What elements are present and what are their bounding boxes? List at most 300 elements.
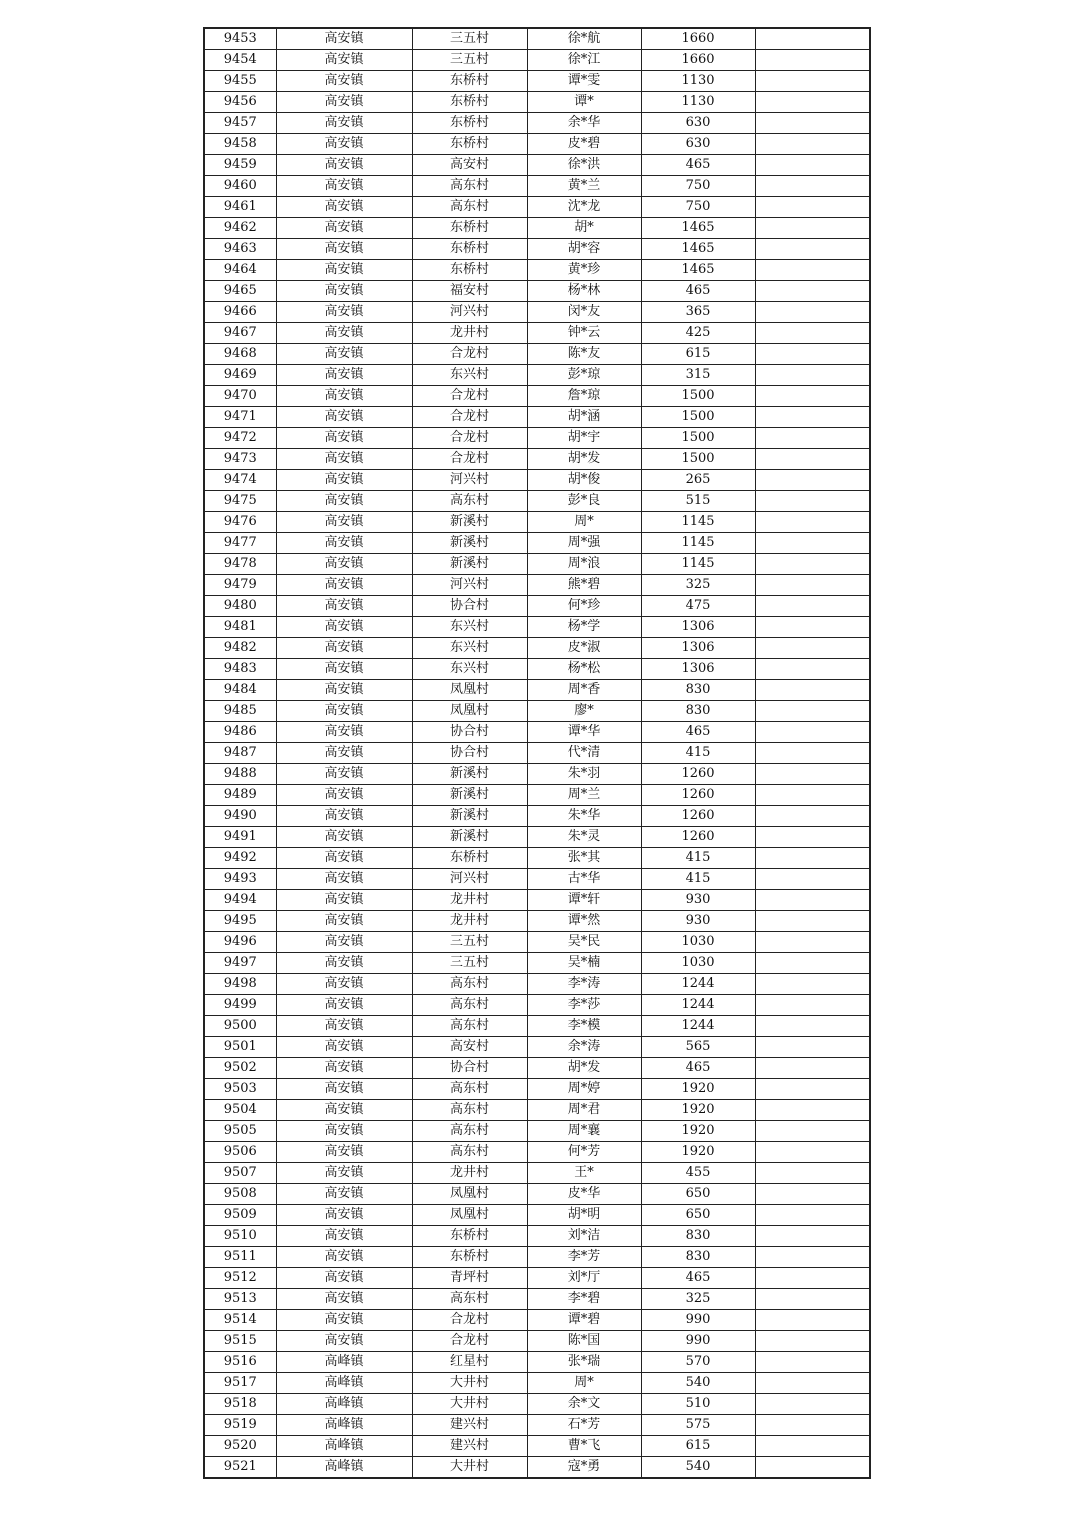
name-cell: 胡*涵 <box>527 407 641 428</box>
name-cell: 李*模 <box>527 1016 641 1037</box>
village-cell: 凤凰村 <box>412 1184 527 1205</box>
row-number-cell: 9499 <box>204 995 276 1016</box>
village-cell: 合龙村 <box>412 1310 527 1331</box>
note-cell <box>755 554 870 575</box>
table-row <box>204 743 870 764</box>
note-cell <box>755 1100 870 1121</box>
town-cell: 高安镇 <box>276 1037 412 1058</box>
name-cell: 余*涛 <box>527 1037 641 1058</box>
village-cell: 三五村 <box>412 932 527 953</box>
village-cell: 大井村 <box>412 1373 527 1394</box>
table-row <box>204 869 870 890</box>
amount-cell: 615 <box>641 344 755 365</box>
table-row <box>204 1247 870 1268</box>
name-cell: 王* <box>527 1163 641 1184</box>
name-cell: 周*襄 <box>527 1121 641 1142</box>
note-cell <box>755 197 870 218</box>
table-row <box>204 1289 870 1310</box>
row-number-cell: 9505 <box>204 1121 276 1142</box>
row-number-cell: 9490 <box>204 806 276 827</box>
row-number-cell: 9501 <box>204 1037 276 1058</box>
row-number-cell: 9475 <box>204 491 276 512</box>
name-cell: 黄*兰 <box>527 176 641 197</box>
town-cell: 高安镇 <box>276 1100 412 1121</box>
amount-cell: 1660 <box>641 50 755 71</box>
amount-cell: 750 <box>641 197 755 218</box>
name-cell: 朱*华 <box>527 806 641 827</box>
town-cell: 高安镇 <box>276 1226 412 1247</box>
note-cell <box>755 911 870 932</box>
note-cell <box>755 239 870 260</box>
note-cell <box>755 806 870 827</box>
amount-cell: 1260 <box>641 764 755 785</box>
row-number-cell: 9498 <box>204 974 276 995</box>
town-cell: 高安镇 <box>276 995 412 1016</box>
town-cell: 高安镇 <box>276 449 412 470</box>
village-cell: 建兴村 <box>412 1436 527 1457</box>
amount-cell: 1465 <box>641 239 755 260</box>
row-number-cell: 9476 <box>204 512 276 533</box>
amount-cell: 1260 <box>641 785 755 806</box>
note-cell <box>755 260 870 281</box>
name-cell: 杨*林 <box>527 281 641 302</box>
name-cell: 代*清 <box>527 743 641 764</box>
note-cell <box>755 617 870 638</box>
note-cell <box>755 512 870 533</box>
village-cell: 东桥村 <box>412 218 527 239</box>
name-cell: 胡*容 <box>527 239 641 260</box>
amount-cell: 1030 <box>641 932 755 953</box>
table-row <box>204 302 870 323</box>
village-cell: 高东村 <box>412 1289 527 1310</box>
amount-cell: 475 <box>641 596 755 617</box>
row-number-cell: 9455 <box>204 71 276 92</box>
name-cell: 皮*华 <box>527 1184 641 1205</box>
table-row <box>204 491 870 512</box>
note-cell <box>755 113 870 134</box>
amount-cell: 465 <box>641 155 755 176</box>
table-row <box>204 1058 870 1079</box>
row-number-cell: 9511 <box>204 1247 276 1268</box>
amount-cell: 1306 <box>641 638 755 659</box>
table-row <box>204 449 870 470</box>
village-cell: 凤凰村 <box>412 680 527 701</box>
table-row <box>204 890 870 911</box>
data-table <box>203 27 871 1479</box>
amount-cell: 325 <box>641 1289 755 1310</box>
village-cell: 龙井村 <box>412 323 527 344</box>
table-row <box>204 932 870 953</box>
note-cell <box>755 659 870 680</box>
table-row <box>204 155 870 176</box>
row-number-cell: 9453 <box>204 28 276 50</box>
table-row <box>204 1163 870 1184</box>
name-cell: 胡*发 <box>527 449 641 470</box>
table-row <box>204 28 870 50</box>
row-number-cell: 9485 <box>204 701 276 722</box>
table-row <box>204 386 870 407</box>
amount-cell: 1500 <box>641 449 755 470</box>
row-number-cell: 9456 <box>204 92 276 113</box>
town-cell: 高峰镇 <box>276 1457 412 1479</box>
note-cell <box>755 1331 870 1352</box>
note-cell <box>755 344 870 365</box>
row-number-cell: 9484 <box>204 680 276 701</box>
village-cell: 高东村 <box>412 974 527 995</box>
table-row <box>204 680 870 701</box>
table-row <box>204 1436 870 1457</box>
town-cell: 高安镇 <box>276 1163 412 1184</box>
row-number-cell: 9486 <box>204 722 276 743</box>
town-cell: 高安镇 <box>276 50 412 71</box>
row-number-cell: 9517 <box>204 1373 276 1394</box>
amount-cell: 1920 <box>641 1079 755 1100</box>
name-cell: 徐*洪 <box>527 155 641 176</box>
town-cell: 高安镇 <box>276 344 412 365</box>
village-cell: 合龙村 <box>412 344 527 365</box>
name-cell: 刘*厅 <box>527 1268 641 1289</box>
row-number-cell: 9474 <box>204 470 276 491</box>
note-cell <box>755 890 870 911</box>
village-cell: 高东村 <box>412 1100 527 1121</box>
table-row <box>204 1226 870 1247</box>
row-number-cell: 9488 <box>204 764 276 785</box>
note-cell <box>755 449 870 470</box>
amount-cell: 650 <box>641 1184 755 1205</box>
town-cell: 高峰镇 <box>276 1415 412 1436</box>
row-number-cell: 9478 <box>204 554 276 575</box>
table-row <box>204 554 870 575</box>
name-cell: 胡*明 <box>527 1205 641 1226</box>
row-number-cell: 9458 <box>204 134 276 155</box>
note-cell <box>755 638 870 659</box>
amount-cell: 615 <box>641 1436 755 1457</box>
town-cell: 高安镇 <box>276 155 412 176</box>
row-number-cell: 9521 <box>204 1457 276 1479</box>
village-cell: 河兴村 <box>412 869 527 890</box>
row-number-cell: 9496 <box>204 932 276 953</box>
note-cell <box>755 50 870 71</box>
village-cell: 新溪村 <box>412 512 527 533</box>
note-cell <box>755 281 870 302</box>
name-cell: 杨*松 <box>527 659 641 680</box>
amount-cell: 415 <box>641 743 755 764</box>
town-cell: 高峰镇 <box>276 1436 412 1457</box>
table-row <box>204 260 870 281</box>
row-number-cell: 9516 <box>204 1352 276 1373</box>
village-cell: 新溪村 <box>412 764 527 785</box>
village-cell: 东桥村 <box>412 134 527 155</box>
table-row <box>204 974 870 995</box>
name-cell: 杨*学 <box>527 617 641 638</box>
table-row <box>204 176 870 197</box>
amount-cell: 630 <box>641 134 755 155</box>
table-row <box>204 1205 870 1226</box>
village-cell: 合龙村 <box>412 407 527 428</box>
row-number-cell: 9480 <box>204 596 276 617</box>
row-number-cell: 9493 <box>204 869 276 890</box>
village-cell: 东桥村 <box>412 113 527 134</box>
amount-cell: 570 <box>641 1352 755 1373</box>
town-cell: 高安镇 <box>276 260 412 281</box>
row-number-cell: 9467 <box>204 323 276 344</box>
town-cell: 高安镇 <box>276 533 412 554</box>
village-cell: 东桥村 <box>412 260 527 281</box>
table-row <box>204 638 870 659</box>
note-cell <box>755 1457 870 1479</box>
town-cell: 高安镇 <box>276 785 412 806</box>
name-cell: 黄*珍 <box>527 260 641 281</box>
village-cell: 东兴村 <box>412 365 527 386</box>
name-cell: 皮*碧 <box>527 134 641 155</box>
village-cell: 东兴村 <box>412 617 527 638</box>
village-cell: 河兴村 <box>412 302 527 323</box>
name-cell: 谭*雯 <box>527 71 641 92</box>
amount-cell: 1920 <box>641 1100 755 1121</box>
row-number-cell: 9465 <box>204 281 276 302</box>
note-cell <box>755 1394 870 1415</box>
table-row <box>204 764 870 785</box>
table-row <box>204 1268 870 1289</box>
name-cell: 李*芳 <box>527 1247 641 1268</box>
name-cell: 周*婷 <box>527 1079 641 1100</box>
name-cell: 李*涛 <box>527 974 641 995</box>
village-cell: 高安村 <box>412 1037 527 1058</box>
note-cell <box>755 1352 870 1373</box>
name-cell: 张*瑞 <box>527 1352 641 1373</box>
name-cell: 谭*华 <box>527 722 641 743</box>
table-row <box>204 239 870 260</box>
note-cell <box>755 1310 870 1331</box>
village-cell: 东桥村 <box>412 1226 527 1247</box>
village-cell: 协合村 <box>412 1058 527 1079</box>
amount-cell: 930 <box>641 911 755 932</box>
town-cell: 高安镇 <box>276 470 412 491</box>
name-cell: 皮*淑 <box>527 638 641 659</box>
table-row <box>204 1457 870 1479</box>
row-number-cell: 9454 <box>204 50 276 71</box>
amount-cell: 1244 <box>641 974 755 995</box>
amount-cell: 415 <box>641 848 755 869</box>
town-cell: 高安镇 <box>276 302 412 323</box>
row-number-cell: 9471 <box>204 407 276 428</box>
table-row <box>204 806 870 827</box>
name-cell: 徐*江 <box>527 50 641 71</box>
table-row <box>204 1331 870 1352</box>
town-cell: 高安镇 <box>276 764 412 785</box>
amount-cell: 1130 <box>641 71 755 92</box>
name-cell: 朱*羽 <box>527 764 641 785</box>
note-cell <box>755 827 870 848</box>
table-row <box>204 1373 870 1394</box>
village-cell: 龙井村 <box>412 911 527 932</box>
town-cell: 高安镇 <box>276 428 412 449</box>
town-cell: 高安镇 <box>276 848 412 869</box>
name-cell: 周* <box>527 512 641 533</box>
row-number-cell: 9503 <box>204 1079 276 1100</box>
town-cell: 高安镇 <box>276 407 412 428</box>
note-cell <box>755 155 870 176</box>
note-cell <box>755 28 870 50</box>
table-row <box>204 470 870 491</box>
name-cell: 陈*国 <box>527 1331 641 1352</box>
village-cell: 协合村 <box>412 722 527 743</box>
town-cell: 高安镇 <box>276 1121 412 1142</box>
table-row <box>204 323 870 344</box>
amount-cell: 930 <box>641 890 755 911</box>
amount-cell: 575 <box>641 1415 755 1436</box>
name-cell: 李*莎 <box>527 995 641 1016</box>
name-cell: 吴*民 <box>527 932 641 953</box>
amount-cell: 1306 <box>641 617 755 638</box>
village-cell: 东桥村 <box>412 71 527 92</box>
amount-cell: 565 <box>641 1037 755 1058</box>
town-cell: 高安镇 <box>276 365 412 386</box>
note-cell <box>755 92 870 113</box>
name-cell: 吴*楠 <box>527 953 641 974</box>
town-cell: 高安镇 <box>276 554 412 575</box>
town-cell: 高安镇 <box>276 281 412 302</box>
name-cell: 谭*然 <box>527 911 641 932</box>
note-cell <box>755 1289 870 1310</box>
amount-cell: 1500 <box>641 386 755 407</box>
amount-cell: 1306 <box>641 659 755 680</box>
village-cell: 新溪村 <box>412 554 527 575</box>
amount-cell: 1920 <box>641 1121 755 1142</box>
town-cell: 高安镇 <box>276 1310 412 1331</box>
row-number-cell: 9492 <box>204 848 276 869</box>
table-row <box>204 1079 870 1100</box>
village-cell: 东桥村 <box>412 1247 527 1268</box>
row-number-cell: 9462 <box>204 218 276 239</box>
amount-cell: 1244 <box>641 1016 755 1037</box>
note-cell <box>755 428 870 449</box>
note-cell <box>755 1373 870 1394</box>
table-row <box>204 575 870 596</box>
town-cell: 高峰镇 <box>276 1352 412 1373</box>
village-cell: 三五村 <box>412 50 527 71</box>
name-cell: 廖* <box>527 701 641 722</box>
village-cell: 三五村 <box>412 28 527 50</box>
name-cell: 刘*洁 <box>527 1226 641 1247</box>
row-number-cell: 9469 <box>204 365 276 386</box>
note-cell <box>755 323 870 344</box>
table-body <box>204 28 870 1478</box>
row-number-cell: 9515 <box>204 1331 276 1352</box>
row-number-cell: 9502 <box>204 1058 276 1079</box>
note-cell <box>755 869 870 890</box>
amount-cell: 455 <box>641 1163 755 1184</box>
town-cell: 高安镇 <box>276 218 412 239</box>
village-cell: 凤凰村 <box>412 1205 527 1226</box>
table-row <box>204 1394 870 1415</box>
village-cell: 东桥村 <box>412 848 527 869</box>
row-number-cell: 9512 <box>204 1268 276 1289</box>
row-number-cell: 9473 <box>204 449 276 470</box>
name-cell: 徐*航 <box>527 28 641 50</box>
name-cell: 胡*宇 <box>527 428 641 449</box>
village-cell: 高东村 <box>412 1121 527 1142</box>
name-cell: 何*珍 <box>527 596 641 617</box>
name-cell: 石*芳 <box>527 1415 641 1436</box>
row-number-cell: 9518 <box>204 1394 276 1415</box>
row-number-cell: 9463 <box>204 239 276 260</box>
table-row <box>204 659 870 680</box>
name-cell: 余*华 <box>527 113 641 134</box>
note-cell <box>755 1079 870 1100</box>
amount-cell: 540 <box>641 1373 755 1394</box>
name-cell: 李*碧 <box>527 1289 641 1310</box>
amount-cell: 425 <box>641 323 755 344</box>
table-row <box>204 596 870 617</box>
table-row <box>204 701 870 722</box>
row-number-cell: 9459 <box>204 155 276 176</box>
amount-cell: 1130 <box>641 92 755 113</box>
town-cell: 高安镇 <box>276 386 412 407</box>
name-cell: 谭*轩 <box>527 890 641 911</box>
note-cell <box>755 470 870 491</box>
name-cell: 胡*俊 <box>527 470 641 491</box>
amount-cell: 315 <box>641 365 755 386</box>
amount-cell: 325 <box>641 575 755 596</box>
note-cell <box>755 1205 870 1226</box>
amount-cell: 1465 <box>641 218 755 239</box>
town-cell: 高安镇 <box>276 701 412 722</box>
name-cell: 朱*灵 <box>527 827 641 848</box>
village-cell: 福安村 <box>412 281 527 302</box>
table-row <box>204 1142 870 1163</box>
table-row <box>204 848 870 869</box>
row-number-cell: 9479 <box>204 575 276 596</box>
town-cell: 高安镇 <box>276 239 412 260</box>
town-cell: 高安镇 <box>276 575 412 596</box>
row-number-cell: 9508 <box>204 1184 276 1205</box>
village-cell: 红星村 <box>412 1352 527 1373</box>
note-cell <box>755 1415 870 1436</box>
row-number-cell: 9460 <box>204 176 276 197</box>
village-cell: 河兴村 <box>412 575 527 596</box>
village-cell: 新溪村 <box>412 785 527 806</box>
town-cell: 高安镇 <box>276 827 412 848</box>
note-cell <box>755 1142 870 1163</box>
table-row <box>204 281 870 302</box>
amount-cell: 1145 <box>641 533 755 554</box>
table-row <box>204 533 870 554</box>
table-row <box>204 617 870 638</box>
name-cell: 钟*云 <box>527 323 641 344</box>
note-cell <box>755 134 870 155</box>
village-cell: 东兴村 <box>412 659 527 680</box>
town-cell: 高安镇 <box>276 932 412 953</box>
note-cell <box>755 491 870 512</box>
town-cell: 高安镇 <box>276 1184 412 1205</box>
note-cell <box>755 785 870 806</box>
table-row <box>204 1121 870 1142</box>
village-cell: 合龙村 <box>412 1331 527 1352</box>
town-cell: 高安镇 <box>276 659 412 680</box>
table-row <box>204 134 870 155</box>
row-number-cell: 9494 <box>204 890 276 911</box>
note-cell <box>755 995 870 1016</box>
amount-cell: 465 <box>641 1268 755 1289</box>
name-cell: 陈*友 <box>527 344 641 365</box>
note-cell <box>755 575 870 596</box>
table-row <box>204 92 870 113</box>
village-cell: 高东村 <box>412 176 527 197</box>
amount-cell: 1145 <box>641 512 755 533</box>
town-cell: 高安镇 <box>276 28 412 50</box>
village-cell: 凤凰村 <box>412 701 527 722</box>
